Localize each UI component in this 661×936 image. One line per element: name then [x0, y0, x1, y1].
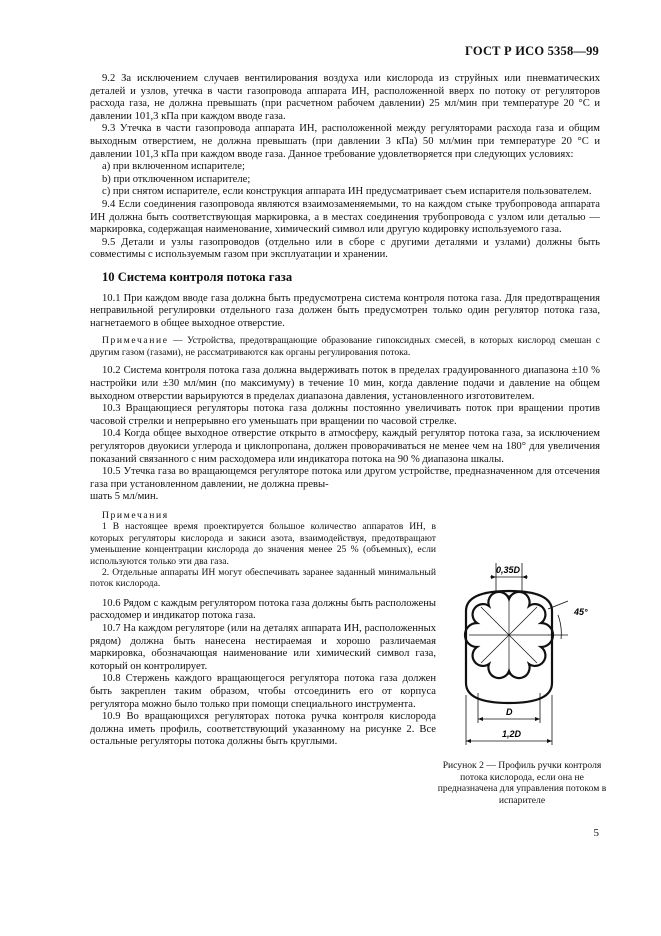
paragraph-10-5-b: шать 5 мл/мин.: [90, 491, 159, 503]
paragraph-9-3: 9.3 Утечка в части газопровода аппарата ИН, расположенной между регуляторами расхода газа и общим выходным отверстием, не должна превышать (при давлении 3 кПа) 50 мл/мин при температуре 20 °С и давлении 101,3 кПа при каждом вводе газа. Данное требование удовлетворяется при следующих условиях:: [90, 123, 600, 160]
paragraph-10-6: 10.6 Рядом с каждым регулятором потока газа должны быть расположены расходомер и индикатор потока газа.: [90, 597, 436, 622]
paragraph-10-3: 10.3 Вращающиеся регуляторы потока газа должны постоянно увеличивать поток при вращении против часовой стрелки и непрерывно его уменьшать при вращении по часовой стрелке.: [90, 403, 600, 427]
knob-profile-drawing: [438, 555, 608, 755]
paragraph-10-1: 10.1 При каждом вводе газа должна быть предусмотрена система контроля потока газа. Для предотвращения неправильной регулировки отдельного газа должен быть предусмотрен только один регулятор потока газа, нагнетаемого в общее выходное отверстие.: [90, 292, 600, 329]
paragraph-10-8: 10.8 Стержень каждого вращающегося регулятора потока газа должен быть закреплен таким образом, чтобы отсоединить его от корпуса регулятора можно было только при помощи специального инструмента.: [90, 673, 436, 710]
notes-block: [90, 510, 436, 590]
note-label: Примечание: [102, 335, 169, 347]
note-text: — Устройства, предотвращающие образование гипоксидных смесей, в которых кислород смешан с другим газом (газами), не рассматриваются как органы регулирования потока.: [90, 335, 600, 358]
note-1: [90, 335, 600, 358]
paragraph-10-5-a: 10.5 Утечка газа во вращающемся регуляторе потока или другом устройстве, предназначенном для отсечения газа при установленном давлении, не должна превы-: [90, 466, 600, 490]
note-item-2: 2. Отдельные аппараты ИН могут обеспечивать заранее заданный минимальный поток кислорода.: [90, 567, 436, 590]
paragraph-10-2: 10.2 Система контроля потока газа должна выдерживать поток в пределах градуированного диапазона ±10 % настройки или ±30 мл/мин (по максимуму) в течение 10 мин, когда давление подачи и давление на общем выходном отверстии варьируются в пределах диапазона давления, установленного изготовителем.: [90, 365, 600, 402]
document-header: ГОСТ Р ИСО 5358—99: [465, 44, 599, 58]
list-item-a: a) при включенном испарителе;: [102, 161, 245, 173]
paragraph-9-4: 9.4 Если соединения газопровода являются взаимозаменяемыми, то на каждом стыке трубопровода аппарата ИН должна быть соответствующая маркировка, а в местах соединения трубопровода с узлом или деталью — маркировка, содержащая наименование, химический символ или другую кодировку используемого газа.: [90, 198, 600, 236]
label-d: D: [506, 707, 513, 717]
note-item-1: 1 В настоящее время проектируется большое количество аппаратов ИН, в которых регуляторы кислорода и закиси азота, взаимодействуя, предотвращают уменьшение концентрации кислорода до значения менее 25 % (объемных), если используются только эти два газа.: [90, 521, 436, 567]
label-035d: 0,35D: [496, 565, 521, 575]
figure-caption: Рисунок 2 — Профиль ручки контроля потока кислорода, если она не предназначена для управления потоком в испарителе: [437, 760, 607, 806]
paragraph-9-5: 9.5 Детали и узлы газопроводов (отдельно или в сборе с другими деталями и узлами) должны быть совместимы с используемым газом при эксплуатации и хранении.: [90, 236, 600, 261]
label-45deg: 45°: [574, 607, 588, 617]
paragraph-10-9: 10.9 Во вращающихся регуляторах потока ручка контроля кислорода должна иметь профиль, соответствующий указанному на рисунке 2. Все остальные регуляторы потока должны быть круглыми.: [90, 711, 436, 748]
paragraph-10-4: 10.4 Когда общее выходное отверстие открыто в атмосферу, каждый регулятор потока газа, за исключением регуляторов двуокиси углерода и циклопропана, должен проворачиваться не менее чем на 180° для увеличения показаний связанного с ним расходомера или индикатора потока на 90 % диапазона шкалы.: [90, 428, 600, 465]
paragraph-10-7: 10.7 На каждом регуляторе (или на деталях аппарата ИН, расположенных рядом) должна быть нанесена нестираемая и хорошо различаемая маркировка, обозначающая наименование или химический символ газа, который он контролирует.: [90, 623, 436, 672]
narrow-paragraphs: [90, 598, 436, 749]
paragraph-9-2: 9.2 За исключением случаев вентилирования воздуха или кислорода из струйных или пневматических деталей и узлов, утечка в части газопровода аппарата ИН, расположенной вверх по потоку от регуляторов расхода газа, не должна превышать (при расчетном рабочем давлении) 25 мл/мин при температуре 20 °С и давлении 101,3 кПа при каждом вводе газа.: [90, 73, 600, 122]
page-number: 5: [593, 827, 599, 839]
label-1-2d: 1,2D: [502, 729, 522, 739]
list-item-c: c) при снятом испарителе, если конструкция аппарата ИН предусматривает съем испарителя пользователем.: [102, 186, 592, 198]
figure-2-knob-profile: [438, 555, 608, 755]
section-title: 10 Система контроля потока газа: [102, 269, 293, 284]
notes-label: Примечания: [102, 510, 169, 521]
list-item-b: b) при отключенном испарителе;: [102, 173, 251, 185]
